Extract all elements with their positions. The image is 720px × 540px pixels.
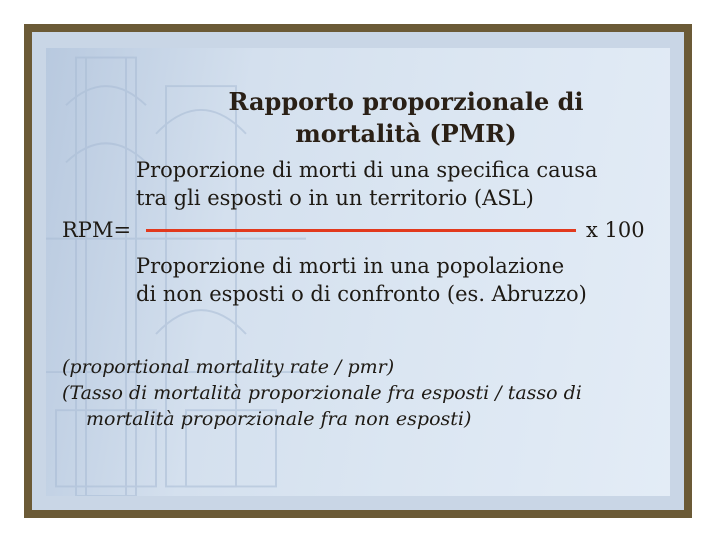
denominator-line-2: di non esposti o di confronto (es. Abruzzo) <box>136 282 587 306</box>
numerator-line-1: Proporzione di morti di una specifica causa <box>136 158 598 182</box>
note-line-2: (Tasso di mortalità proporzionale fra esposti / tasso di <box>62 382 582 404</box>
lhs-label: RPM= <box>62 218 132 242</box>
title-line-2: mortalità (PMR) <box>295 119 517 148</box>
numerator-line-2: tra gli esposti o in un territorio (ASL) <box>136 186 534 210</box>
denominator <box>136 252 587 308</box>
slide-frame <box>24 24 692 518</box>
title-line-1: Rapporto proporzionale di <box>228 87 584 116</box>
numerator <box>136 156 598 212</box>
fraction-line <box>146 229 576 232</box>
slide-frame-inner <box>32 32 684 510</box>
note-line-3: mortalità proporzionale fra non esposti) <box>86 408 472 430</box>
note-line-1: (proportional mortality rate / pmr) <box>62 356 395 378</box>
slide-title <box>186 86 626 150</box>
multiplier: x 100 <box>586 218 645 242</box>
note <box>62 354 582 432</box>
slide-panel <box>46 48 670 496</box>
denominator-line-1: Proporzione di morti in una popolazione <box>136 254 565 278</box>
